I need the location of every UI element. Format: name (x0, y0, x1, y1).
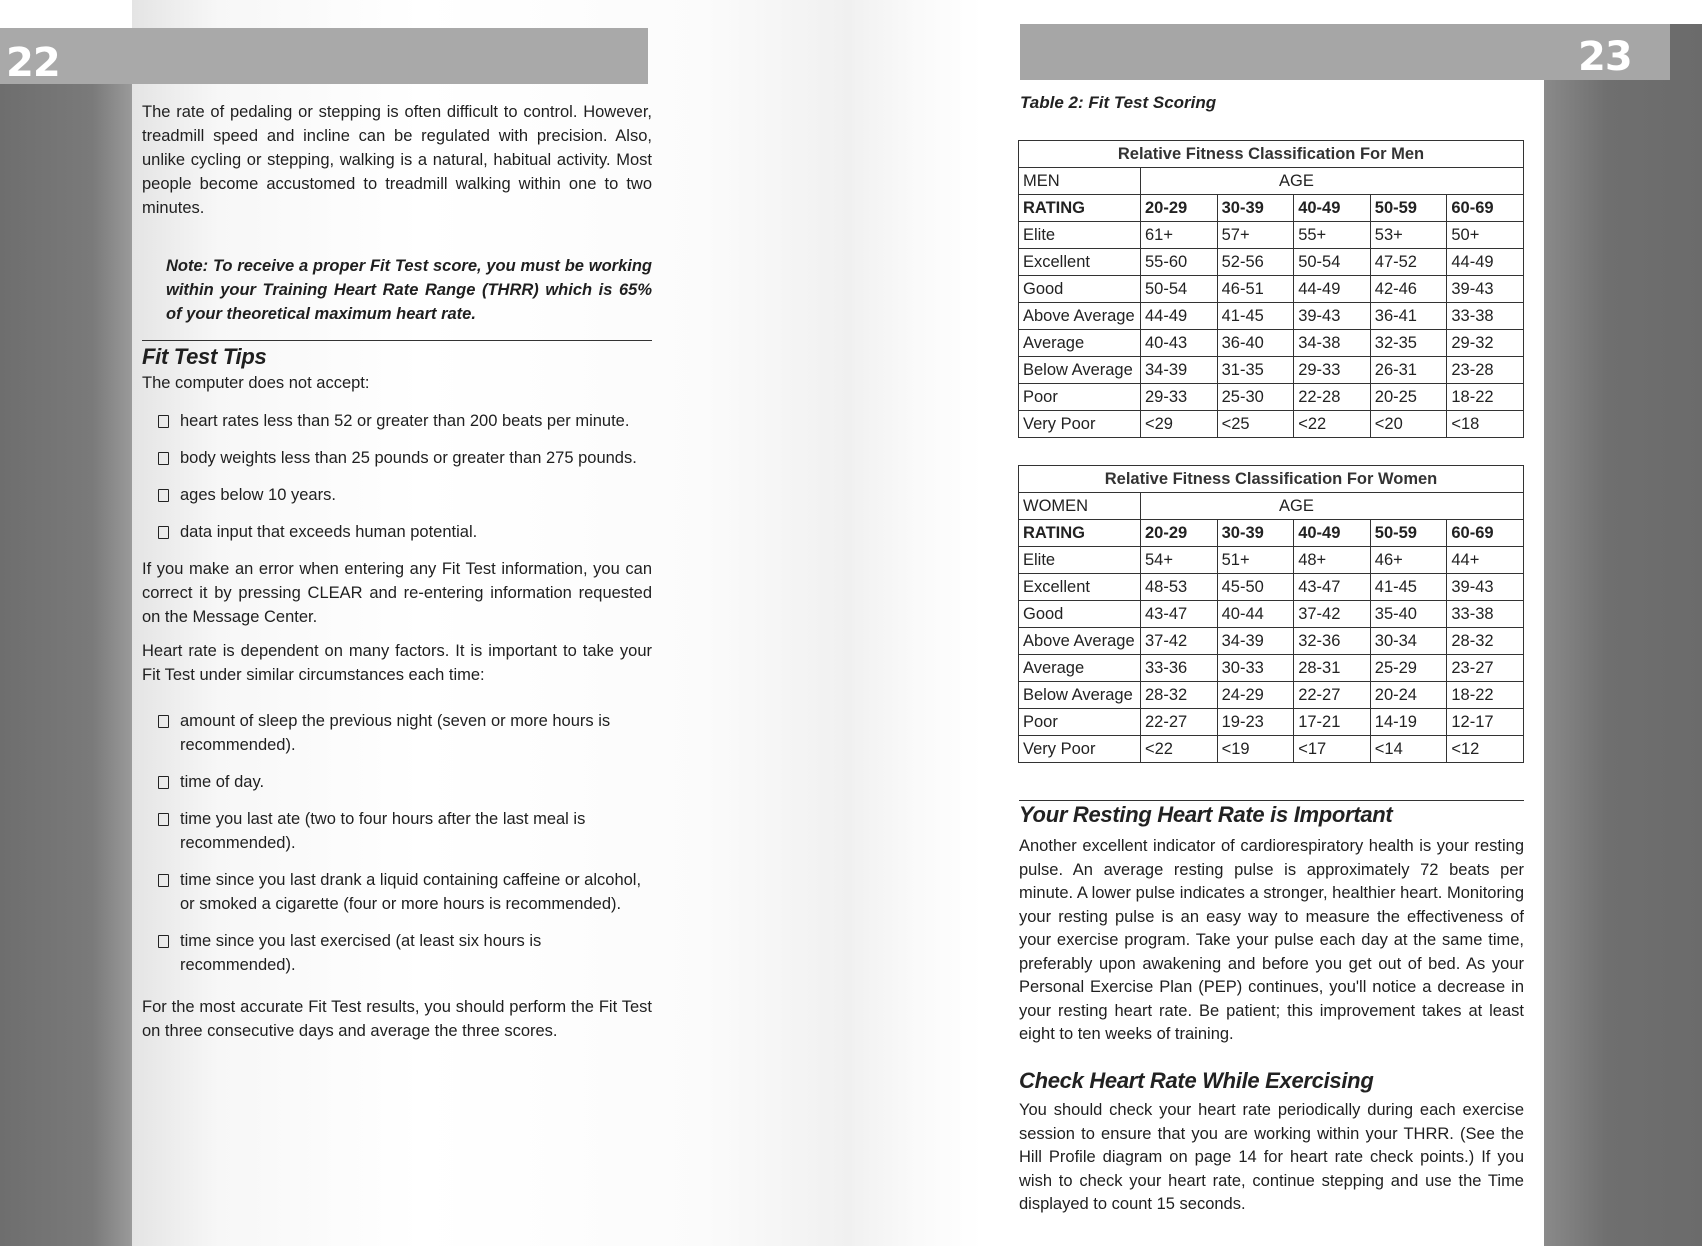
table-row: Poor 22-27 19-23 17-21 14-19 12-17 (1019, 709, 1524, 736)
table-row: Good 43-47 40-44 37-42 35-40 33-38 (1019, 601, 1524, 628)
age-group-header: 30-39 (1217, 520, 1294, 547)
checkbox-icon (158, 874, 169, 887)
age-group-header: 40-49 (1294, 195, 1371, 222)
age-group-header: 20-29 (1141, 195, 1218, 222)
list-item: amount of sleep the previous night (seven or more hours is recommended). (158, 709, 652, 757)
left-page-number: 22 (6, 40, 60, 86)
check-heart-rate-paragraph: You should check your heart rate periodically during each exercise session to ensure that you are working within your THRR. (See the Hill Profile diagram on page 14 for heart rate check points.) If you wish to check your heart rate, continue stepping and use the Time displayed to count 15 seconds. (1019, 1101, 1524, 1213)
table-row: Excellent 55-60 52-56 50-54 47-52 44-49 (1019, 249, 1524, 276)
age-group-header: 40-49 (1294, 520, 1371, 547)
age-group-header: 50-59 (1370, 520, 1447, 547)
checkbox-icon (158, 452, 169, 465)
age-group-header: 50-59 (1370, 195, 1447, 222)
table-row: Below Average 28-32 24-29 22-27 20-24 18-22 (1019, 682, 1524, 709)
table-title: Relative Fitness Classification For Men (1019, 141, 1524, 168)
list-item: heart rates less than 52 or greater than 200 beats per minute. (158, 409, 652, 433)
table-row: Very Poor <29 <25 <22 <20 <18 (1019, 411, 1524, 438)
closing-paragraph: For the most accurate Fit Test results, you should perform the Fit Test on three consecutive days and average the three scores. (142, 998, 652, 1040)
note-paragraph: Note: To receive a proper Fit Test score, you must be working within your Training Heart Rate Range (THRR) which is 65% of your theoretical maximum heart rate. (166, 257, 652, 323)
checkbox-icon (158, 715, 169, 728)
men-fitness-table (1018, 140, 1524, 438)
rating-header: RATING (1019, 520, 1141, 547)
list-item: time since you last drank a liquid containing caffeine or alcohol, or smoked a cigarette (four or more hours is recommended). (158, 868, 652, 916)
table-row: Excellent 48-53 45-50 43-47 41-45 39-43 (1019, 574, 1524, 601)
table-row: Average 33-36 30-33 28-31 25-29 23-27 (1019, 655, 1524, 682)
resting-heart-rate-heading: Your Resting Heart Rate is Important (1019, 802, 1393, 827)
table-title: Relative Fitness Classification For Women (1019, 466, 1524, 493)
check-heart-rate-heading: Check Heart Rate While Exercising (1019, 1068, 1374, 1093)
list-item: ages below 10 years. (158, 483, 652, 507)
table-caption: Table 2: Fit Test Scoring (1020, 93, 1217, 112)
resting-heart-rate-paragraph: Another excellent indicator of cardiorespiratory health is your resting pulse. An average resting pulse is approximately 72 beats per minute. A lower pulse indicates a stronger, healthier heart. Monitoring your resting pulse is an easy way to measure the effectiveness of your exercise program. Take your pulse each day at the same time, preferably upon awakening and before you get out of bed. As your Personal Exercise Plan (PEP) continues, you'll notice a decrease in your resting heart rate. Be patient; this improvement takes at least eight to ten weeks of training. (1019, 837, 1524, 1043)
table-row: Good 50-54 46-51 44-49 42-46 39-43 (1019, 276, 1524, 303)
table-row: Elite 61+ 57+ 55+ 53+ 50+ (1019, 222, 1524, 249)
group-label: WOMEN (1019, 493, 1141, 520)
fit-test-tips-heading: Fit Test Tips (142, 344, 267, 369)
checkbox-icon (158, 526, 169, 539)
table-row: Above Average 37-42 34-39 32-36 30-34 28-32 (1019, 628, 1524, 655)
table-row: Poor 29-33 25-30 22-28 20-25 18-22 (1019, 384, 1524, 411)
right-page-top-margin (1544, 0, 1702, 24)
table-row: Above Average 44-49 41-45 39-43 36-41 33-38 (1019, 303, 1524, 330)
age-group-header: 20-29 (1141, 520, 1218, 547)
table-row: Below Average 34-39 31-35 29-33 26-31 23-28 (1019, 357, 1524, 384)
list-item: body weights less than 25 pounds or greater than 275 pounds. (158, 446, 652, 470)
list-item: time of day. (158, 770, 652, 794)
right-section-divider (1019, 800, 1524, 801)
factors-list (158, 709, 652, 977)
checkbox-icon (158, 813, 169, 826)
age-label: AGE (1141, 493, 1524, 520)
section-divider (142, 340, 652, 341)
checkbox-icon (158, 935, 169, 948)
left-header-bar (0, 28, 648, 84)
group-label: MEN (1019, 168, 1141, 195)
book-gutter (852, 0, 982, 1246)
list-item: time you last ate (two to four hours after the last meal is recommended). (158, 807, 652, 855)
left-page-shadow (0, 0, 132, 1246)
left-page-top-margin (0, 0, 132, 28)
right-page-shadow (1544, 0, 1702, 1246)
checkbox-icon (158, 776, 169, 789)
checkbox-icon (158, 415, 169, 428)
list-item: time since you last exercised (at least six hours is recommended). (158, 929, 652, 977)
error-paragraph: If you make an error when entering any Fit Test information, you can correct it by pressing CLEAR and re-entering information requested on the Message Center. (142, 560, 652, 626)
right-page-number: 23 (1578, 34, 1632, 80)
table-row: Elite 54+ 51+ 48+ 46+ 44+ (1019, 547, 1524, 574)
age-label: AGE (1141, 168, 1524, 195)
age-group-header: 60-69 (1447, 195, 1524, 222)
women-fitness-table (1018, 465, 1524, 763)
table-row: Average 40-43 36-40 34-38 32-35 29-32 (1019, 330, 1524, 357)
list-item: data input that exceeds human potential. (158, 520, 652, 544)
not-accepted-list (158, 409, 652, 544)
age-group-header: 60-69 (1447, 520, 1524, 547)
rating-header: RATING (1019, 195, 1141, 222)
left-page-content (142, 100, 652, 1043)
right-header-bar (1020, 24, 1670, 80)
intro-paragraph: The rate of pedaling or stepping is often difficult to control. However, treadmill speed and incline can be regulated with precision. Also, unlike cycling or stepping, walking is a natural, habitual activity. Most people become accustomed to treadmill walking within one to two minutes. (142, 103, 652, 217)
table-row: Very Poor <22 <19 <17 <14 <12 (1019, 736, 1524, 763)
factors-paragraph: Heart rate is dependent on many factors. It is important to take your Fit Test under similar circumstances each time: (142, 642, 652, 684)
tips-intro: The computer does not accept: (142, 374, 370, 392)
checkbox-icon (158, 489, 169, 502)
age-group-header: 30-39 (1217, 195, 1294, 222)
